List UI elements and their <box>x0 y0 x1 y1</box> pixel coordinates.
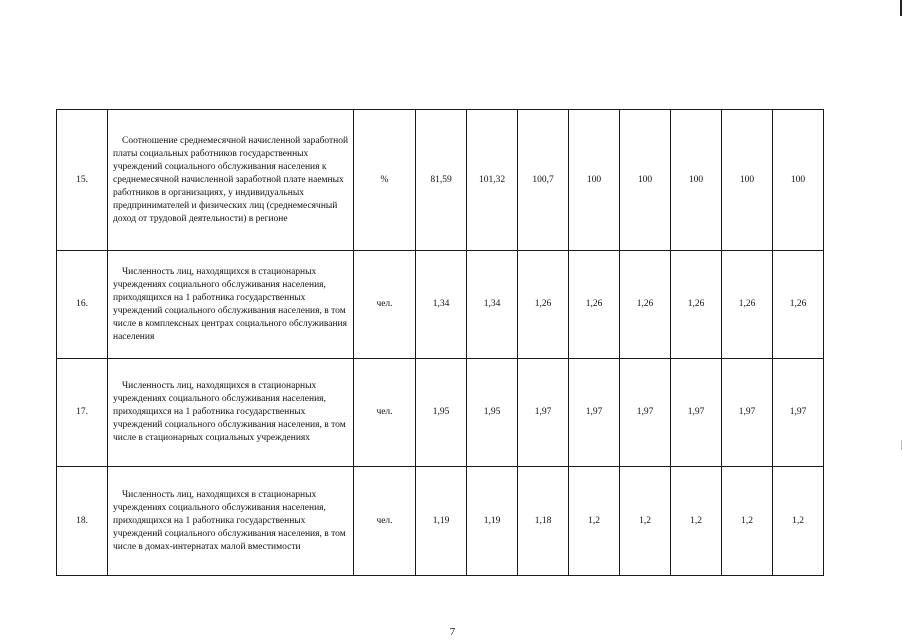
value-cell: 1,97 <box>722 359 773 467</box>
value-cell: 81,59 <box>416 110 467 251</box>
value-cell: 1,26 <box>620 251 671 359</box>
value-cell: 1,26 <box>773 251 824 359</box>
value-cell: 1,2 <box>773 467 824 576</box>
value-cell: 1,26 <box>671 251 722 359</box>
table-row <box>57 251 824 359</box>
row-description: Численность лиц, находящихся в стационарных учреждениях социального обслуживания населения, приходящихся на 1 работника государственных учреждений социального обслуживания населения, в том числе в комплексных центрах социального обслуживания населения <box>108 251 354 359</box>
scan-edge-mark <box>901 440 902 450</box>
indicators-table <box>56 109 824 576</box>
row-number: 18. <box>57 467 108 576</box>
value-cell: 100 <box>620 110 671 251</box>
page-number: 7 <box>449 626 456 638</box>
row-unit: % <box>354 110 416 251</box>
value-cell: 1,2 <box>671 467 722 576</box>
value-cell: 1,2 <box>722 467 773 576</box>
value-cell: 1,26 <box>518 251 569 359</box>
value-cell: 1,97 <box>518 359 569 467</box>
value-cell: 1,26 <box>569 251 620 359</box>
value-cell: 1,2 <box>620 467 671 576</box>
value-cell: 100 <box>671 110 722 251</box>
value-cell: 1,26 <box>722 251 773 359</box>
row-description: Численность лиц, находящихся в стационарных учреждениях социального обслуживания населения, приходящихся на 1 работника государственных учреждений социального обслуживания населения, в том числе в стационарных социальных учреждениях <box>108 359 354 467</box>
value-cell: 100 <box>569 110 620 251</box>
value-cell: 101,32 <box>467 110 518 251</box>
value-cell: 100 <box>773 110 824 251</box>
value-cell: 1,19 <box>416 467 467 576</box>
value-cell: 1,18 <box>518 467 569 576</box>
value-cell: 1,19 <box>467 467 518 576</box>
table-row <box>57 110 824 251</box>
value-cell: 1,2 <box>569 467 620 576</box>
row-number: 16. <box>57 251 108 359</box>
value-cell: 1,34 <box>467 251 518 359</box>
scan-edge-mark <box>900 0 902 16</box>
value-cell: 100,7 <box>518 110 569 251</box>
table-row <box>57 467 824 576</box>
row-description: Соотношение среднемесячной начисленной заработной платы социальных работников государственных учреждений социального обслуживания населения к среднемесячной начисленной заработной плате наемных работников в организациях, у индивидуальных предпринимателей и физических лиц (среднемесячный доход от трудовой деятельности) в регионе <box>108 110 354 251</box>
value-cell: 100 <box>722 110 773 251</box>
value-cell: 1,97 <box>773 359 824 467</box>
value-cell: 1,97 <box>569 359 620 467</box>
value-cell: 1,34 <box>416 251 467 359</box>
row-unit: чел. <box>354 467 416 576</box>
value-cell: 1,97 <box>620 359 671 467</box>
row-unit: чел. <box>354 251 416 359</box>
row-unit: чел. <box>354 359 416 467</box>
table-row <box>57 359 824 467</box>
value-cell: 1,97 <box>671 359 722 467</box>
value-cell: 1,95 <box>467 359 518 467</box>
value-cell: 1,95 <box>416 359 467 467</box>
row-number: 17. <box>57 359 108 467</box>
row-number: 15. <box>57 110 108 251</box>
row-description: Численность лиц, находящихся в стационарных учреждениях социального обслуживания населения, приходящихся на 1 работника государственных учреждений социального обслуживания населения, в том числе в домах-интернатах малой вместимости <box>108 467 354 576</box>
